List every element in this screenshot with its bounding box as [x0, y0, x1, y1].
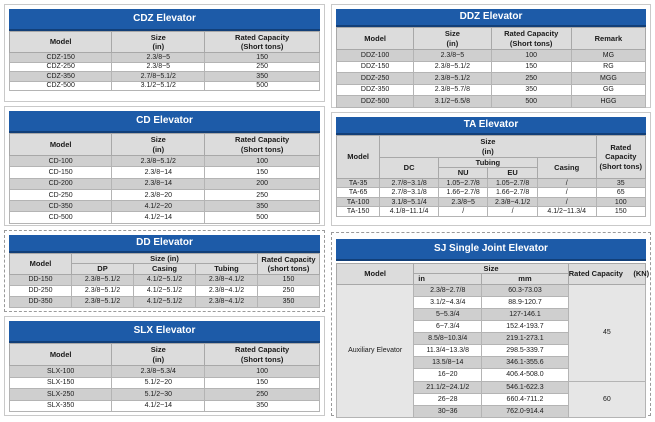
sj-header-size: Size	[414, 264, 568, 274]
sj-cell: 762.0-914.4	[482, 405, 569, 417]
sj-cell: 546.1-622.3	[482, 381, 569, 393]
cd-cell: 350	[205, 201, 320, 212]
ta-header-tubing: Tubing	[438, 158, 537, 168]
table-row	[10, 377, 320, 389]
cdz-elevator-title: CDZ Elevator	[9, 9, 320, 31]
dd-cell: 2.3/8~5.1/2	[72, 296, 134, 307]
slx-header-2: Rated Capacity (Short tons)	[205, 344, 320, 366]
cd-cell: CD-100	[10, 156, 112, 167]
cd-header-1: Size (in)	[112, 134, 205, 156]
cdz-cell: 3.1/2~5.1/2	[112, 81, 205, 91]
ta-cell: TA-35	[337, 178, 380, 188]
ddz-cell: 250	[491, 73, 571, 85]
slx-cell: SLX-150	[10, 377, 112, 389]
cdz-cell: 150	[205, 53, 320, 63]
ddz-cell: DDZ-500	[337, 96, 414, 108]
ta-header-dc: DC	[380, 158, 439, 179]
cdz-cell: 2.7/8~5.1/2	[112, 72, 205, 82]
table-row	[10, 81, 320, 91]
ddz-cell: 2.3/8~5	[414, 50, 491, 62]
ta-cell: 2.3/8~4.1/2	[488, 197, 537, 207]
dd-rows	[10, 274, 320, 307]
ta-cell: 2.7/8~3.1/8	[380, 178, 439, 188]
sj-cell: 60.3-73.03	[482, 284, 569, 296]
ta-cell: TA-65	[337, 188, 380, 198]
sj-header-model: Model	[337, 264, 414, 285]
sj-cell: 21.1/2~24.1/2	[414, 381, 482, 393]
ta-cell: TA-150	[337, 207, 380, 217]
ta-rows	[337, 178, 646, 216]
table-row	[10, 201, 320, 212]
table-row	[10, 274, 320, 285]
dd-cell: 2.3/8~4.1/2	[196, 285, 258, 296]
ta-cell: TA-100	[337, 197, 380, 207]
cd-cell: 2.3/8~5.1/2	[112, 156, 205, 167]
ta-cell: 1.66~2.7/8	[438, 188, 487, 198]
dd-elevator-title: DD Elevator	[9, 235, 320, 253]
sj-elevator-panel	[331, 232, 651, 416]
cd-cell: CD-200	[10, 178, 112, 189]
cd-cell: 2.3/8~14	[112, 167, 205, 178]
sj-cell: 346.1-355.6	[482, 357, 569, 369]
dd-cell: 2.3/8~5.1/2	[72, 285, 134, 296]
table-row	[10, 156, 320, 167]
ta-elevator-panel	[331, 112, 651, 226]
table-row	[10, 212, 320, 223]
cdz-header-2: Rated Capacity (Short tons)	[205, 32, 320, 53]
dd-elevator-table	[9, 253, 320, 308]
dd-cell: DD-250	[10, 285, 72, 296]
dd-cell: 4.1/2~5.1/2	[134, 274, 196, 285]
dd-cell: 350	[258, 296, 320, 307]
table-row	[337, 61, 646, 73]
dd-header-casing: Casing	[134, 264, 196, 274]
ddz-cell: 350	[491, 84, 571, 96]
dd-cell: 4.1/2~5.1/2	[134, 285, 196, 296]
sj-header-in: in	[414, 274, 482, 284]
sj-elevator-table	[336, 263, 650, 418]
slx-cell: 100	[205, 366, 320, 378]
dd-header-dp: DP	[72, 264, 134, 274]
table-row	[337, 178, 646, 188]
slx-elevator-panel	[4, 316, 325, 416]
ta-cell: 65	[596, 188, 645, 198]
dd-cell: 2.3/8~4.1/2	[196, 296, 258, 307]
sj-cell: 298.5-339.7	[482, 345, 569, 357]
ta-header-size	[380, 136, 596, 158]
ta-elevator-title: TA Elevator	[336, 117, 646, 135]
ddz-cell: RG	[571, 61, 645, 73]
ta-cell: 3.1/8~5.1/4	[380, 197, 439, 207]
sj-cell: 11.3/4~13.3/8	[414, 345, 482, 357]
dd-elevator-panel	[4, 230, 325, 312]
sj-header-rated: Rated Capacity (KN)	[568, 264, 645, 285]
sj-cell: 5~5.3/4	[414, 308, 482, 320]
sj-header-mm: mm	[482, 274, 569, 284]
sj-capacity-cell: 45	[568, 284, 645, 381]
ta-header-rated: Rated Capacity (Short tons)	[596, 136, 645, 179]
ddz-cell: 2.3/8~5.1/2	[414, 73, 491, 85]
sj-cell: 660.4-711.2	[482, 393, 569, 405]
cdz-cell: 350	[205, 72, 320, 82]
dd-cell: DD-150	[10, 274, 72, 285]
slx-cell: 5.1/2~20	[112, 377, 205, 389]
sj-cell: 406.4-508.0	[482, 369, 569, 381]
ddz-cell: GG	[571, 84, 645, 96]
dd-header-tubing: Tubing	[196, 264, 258, 274]
ta-cell: /	[438, 207, 487, 217]
cd-cell: CD-500	[10, 212, 112, 223]
ddz-cell: MGG	[571, 73, 645, 85]
ddz-header-1: Size (in)	[414, 28, 491, 50]
dd-cell: 2.3/8~5.1/2	[72, 274, 134, 285]
ta-header-nu: NU	[438, 168, 487, 178]
slx-header-0: Model	[10, 344, 112, 366]
sj-cell: 3.1/2~4.3/4	[414, 296, 482, 308]
ddz-elevator-title: DDZ Elevator	[336, 9, 646, 27]
cdz-cell: CDZ-250	[10, 62, 112, 72]
ta-cell: /	[537, 197, 596, 207]
cd-cell: 100	[205, 156, 320, 167]
slx-cell: 2.3/8~5.3/4	[112, 366, 205, 378]
cd-cell: 2.3/8~14	[112, 178, 205, 189]
ddz-elevator-panel	[331, 4, 651, 108]
sj-cell: 219.1-273.1	[482, 333, 569, 345]
slx-cell: SLX-350	[10, 400, 112, 412]
ddz-cell: 150	[491, 61, 571, 73]
ddz-cell: 2.3/8~5.1/2	[414, 61, 491, 73]
cdz-elevator-table	[9, 31, 320, 91]
table-row	[10, 62, 320, 72]
ta-cell: 2.3/8~5	[438, 197, 487, 207]
sj-cell: 30~36	[414, 405, 482, 417]
table-row	[10, 389, 320, 401]
table-row	[337, 207, 646, 217]
slx-cell: 150	[205, 377, 320, 389]
cd-cell: CD-150	[10, 167, 112, 178]
dd-cell: DD-350	[10, 296, 72, 307]
table-row	[10, 178, 320, 189]
ddz-cell: DDZ-150	[337, 61, 414, 73]
sj-cell: 8.5/8~10.3/4	[414, 333, 482, 345]
dd-header-size: Size (in)	[72, 254, 258, 264]
cd-cell: 4.1/2~20	[112, 201, 205, 212]
slx-header-1: Size (in)	[112, 344, 205, 366]
table-row	[337, 284, 646, 296]
ta-cell: 1.05~2.7/8	[438, 178, 487, 188]
cd-elevator-panel	[4, 106, 325, 226]
slx-cell: 350	[205, 400, 320, 412]
sj-cell: 6~7.3/4	[414, 321, 482, 333]
ta-cell: /	[488, 207, 537, 217]
ta-header-model: Model	[337, 136, 380, 179]
dd-cell: 250	[258, 285, 320, 296]
cd-header-2: Rated Capacity (Short tons)	[205, 134, 320, 156]
sj-cell: 16~20	[414, 369, 482, 381]
sj-cell: 127-146.1	[482, 308, 569, 320]
cd-header-0: Model	[10, 134, 112, 156]
sj-cell: 26~28	[414, 393, 482, 405]
cdz-cell: 2.3/8~5	[112, 62, 205, 72]
ta-cell: 150	[596, 207, 645, 217]
dd-cell: 150	[258, 274, 320, 285]
table-row	[337, 50, 646, 62]
ta-cell: 35	[596, 178, 645, 188]
ddz-cell: DDZ-350	[337, 84, 414, 96]
slx-cell: 5.1/2~30	[112, 389, 205, 401]
cd-cell: 4.1/2~14	[112, 212, 205, 223]
cd-elevator-title: CD Elevator	[9, 111, 320, 133]
sj-cell: 13.5/8~14	[414, 357, 482, 369]
sj-cell: 2.3/8~2.7/8	[414, 284, 482, 296]
ta-elevator-table	[336, 135, 646, 217]
cdz-cell: 500	[205, 81, 320, 91]
cdz-header-1: Size (in)	[112, 32, 205, 53]
table-row	[10, 296, 320, 307]
table-row	[10, 167, 320, 178]
cd-cell: 150	[205, 167, 320, 178]
slx-elevator-title: SLX Elevator	[9, 321, 320, 343]
table-row	[10, 189, 320, 200]
ddz-header-3: Remark	[571, 28, 645, 50]
cd-cell: 2.3/8~20	[112, 189, 205, 200]
table-row	[10, 400, 320, 412]
ddz-cell: DDZ-100	[337, 50, 414, 62]
table-row	[10, 72, 320, 82]
ta-cell: 1.05~2.7/8	[488, 178, 537, 188]
cdz-header-0: Model	[10, 32, 112, 53]
dd-header-model: Model	[10, 254, 72, 275]
slx-elevator-table	[9, 343, 320, 412]
ta-cell: 4.1/8~11.1/4	[380, 207, 439, 217]
ta-cell: 100	[596, 197, 645, 207]
sj-elevator-title: SJ Single Joint Elevator	[336, 239, 646, 261]
ta-cell: 1.66~2.7/8	[488, 188, 537, 198]
ddz-cell: HGG	[571, 96, 645, 108]
table-row	[10, 366, 320, 378]
table-row	[10, 285, 320, 296]
cdz-cell: CDZ-150	[10, 53, 112, 63]
ta-header-size-label: Size (in)	[480, 137, 496, 156]
slx-cell: 250	[205, 389, 320, 401]
slx-cell: SLX-100	[10, 366, 112, 378]
ddz-cell: DDZ-250	[337, 73, 414, 85]
ta-cell: /	[537, 188, 596, 198]
ddz-elevator-table	[336, 27, 646, 108]
cd-cell: CD-250	[10, 189, 112, 200]
cdz-cell: CDZ-500	[10, 81, 112, 91]
table-row	[337, 197, 646, 207]
table-row	[337, 84, 646, 96]
sj-model-cell: Auxiliary Elevator	[337, 284, 414, 417]
cd-cell: CD-350	[10, 201, 112, 212]
dd-cell: 4.1/2~5.1/2	[134, 296, 196, 307]
cd-cell: 200	[205, 178, 320, 189]
ddz-cell: 2.3/8~5.7/8	[414, 84, 491, 96]
ddz-cell: 3.1/2~6.5/8	[414, 96, 491, 108]
ta-cell: 2.7/8~3.1/8	[380, 188, 439, 198]
sj-rows	[337, 284, 646, 417]
ta-header-casing: Casing	[537, 158, 596, 179]
cd-cell: 250	[205, 189, 320, 200]
slx-cell: SLX-250	[10, 389, 112, 401]
ddz-header-2: Rated Capacity (Short tons)	[491, 28, 571, 50]
cdz-cell: CDZ-350	[10, 72, 112, 82]
table-row	[337, 188, 646, 198]
sj-cell: 152.4-193.7	[482, 321, 569, 333]
table-row	[337, 73, 646, 85]
ta-cell: 4.1/2~11.3/4	[537, 207, 596, 217]
ta-header-eu: EU	[488, 168, 537, 178]
ddz-cell: 500	[491, 96, 571, 108]
ddz-cell: MG	[571, 50, 645, 62]
cdz-elevator-panel	[4, 4, 325, 102]
table-row	[10, 53, 320, 63]
ddz-header-0: Model	[337, 28, 414, 50]
cdz-cell: 2.3/8~5	[112, 53, 205, 63]
dd-cell: 2.3/8~4.1/2	[196, 274, 258, 285]
cd-elevator-table	[9, 133, 320, 224]
slx-cell: 4.1/2~14	[112, 400, 205, 412]
sj-capacity-cell: 60	[568, 381, 645, 417]
ddz-cell: 100	[491, 50, 571, 62]
dd-header-rated: Rated Capacity (short tons)	[258, 254, 320, 275]
cd-cell: 500	[205, 212, 320, 223]
cdz-cell: 250	[205, 62, 320, 72]
table-row	[337, 96, 646, 108]
sj-cell: 88.9-120.7	[482, 296, 569, 308]
ta-cell: /	[537, 178, 596, 188]
